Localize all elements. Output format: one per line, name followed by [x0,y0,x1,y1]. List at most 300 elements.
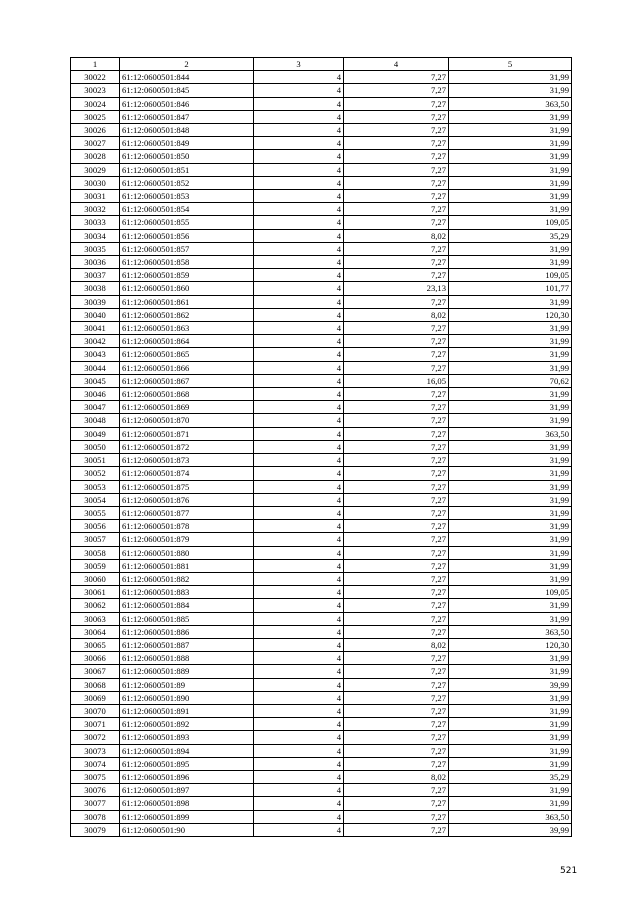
cadastral-number-cell: 61:12:0600501:866 [120,361,254,374]
value-cell: 7,27 [344,586,449,599]
amount-cell: 31,99 [449,110,572,123]
table-row [71,546,572,559]
row-number-cell: 30041 [71,322,120,335]
amount-cell: 31,99 [449,163,572,176]
row-number-cell: 30036 [71,256,120,269]
group-cell: 4 [254,229,344,242]
group-cell: 4 [254,97,344,110]
group-cell: 4 [254,533,344,546]
amount-cell: 70,62 [449,374,572,387]
cadastral-number-cell: 61:12:0600501:863 [120,322,254,335]
value-cell: 7,27 [344,97,449,110]
row-number-cell: 30037 [71,269,120,282]
table-row [71,427,572,440]
value-cell: 7,27 [344,71,449,84]
group-cell: 4 [254,612,344,625]
header-cell-3: 3 [254,58,344,71]
cadastral-number-cell: 61:12:0600501:851 [120,163,254,176]
value-cell: 16,05 [344,374,449,387]
table-row [71,150,572,163]
amount-cell: 363,50 [449,427,572,440]
table-row [71,84,572,97]
amount-cell: 31,99 [449,731,572,744]
cadastral-number-cell: 61:12:0600501:862 [120,308,254,321]
amount-cell: 31,99 [449,704,572,717]
value-cell: 8,02 [344,229,449,242]
table-row [71,612,572,625]
table-row [71,414,572,427]
row-number-cell: 30027 [71,137,120,150]
group-cell: 4 [254,691,344,704]
header-row [71,58,572,71]
cadastral-number-cell: 61:12:0600501:877 [120,506,254,519]
table-row [71,229,572,242]
cadastral-number-cell: 61:12:0600501:857 [120,242,254,255]
group-cell: 4 [254,308,344,321]
value-cell: 7,27 [344,84,449,97]
group-cell: 4 [254,731,344,744]
value-cell: 7,27 [344,454,449,467]
table-row [71,176,572,189]
table-row [71,256,572,269]
value-cell: 7,27 [344,559,449,572]
cadastral-number-cell: 61:12:0600501:887 [120,638,254,651]
value-cell: 7,27 [344,480,449,493]
value-cell: 7,27 [344,757,449,770]
row-number-cell: 30048 [71,414,120,427]
cadastral-number-cell: 61:12:0600501:856 [120,229,254,242]
amount-cell: 39,99 [449,823,572,836]
amount-cell: 31,99 [449,784,572,797]
row-number-cell: 30034 [71,229,120,242]
table-row [71,97,572,110]
value-cell: 7,27 [344,163,449,176]
row-number-cell: 30032 [71,203,120,216]
cadastral-number-cell: 61:12:0600501:886 [120,625,254,638]
group-cell: 4 [254,348,344,361]
amount-cell: 31,99 [449,414,572,427]
group-cell: 4 [254,784,344,797]
cadastral-number-cell: 61:12:0600501:871 [120,427,254,440]
cadastral-number-cell: 61:12:0600501:898 [120,797,254,810]
row-number-cell: 30024 [71,97,120,110]
value-cell: 7,27 [344,520,449,533]
cadastral-number-cell: 61:12:0600501:892 [120,718,254,731]
group-cell: 4 [254,190,344,203]
row-number-cell: 30071 [71,718,120,731]
amount-cell: 31,99 [449,388,572,401]
row-number-cell: 30060 [71,572,120,585]
value-cell: 7,27 [344,625,449,638]
row-number-cell: 30047 [71,401,120,414]
amount-cell: 31,99 [449,718,572,731]
row-number-cell: 30046 [71,388,120,401]
row-number-cell: 30050 [71,440,120,453]
amount-cell: 120,30 [449,308,572,321]
group-cell: 4 [254,480,344,493]
header-cell-4: 4 [344,58,449,71]
table-row [71,493,572,506]
group-cell: 4 [254,163,344,176]
value-cell: 7,27 [344,652,449,665]
amount-cell: 31,99 [449,520,572,533]
cadastral-number-cell: 61:12:0600501:890 [120,691,254,704]
cadastral-number-cell: 61:12:0600501:882 [120,572,254,585]
amount-cell: 31,99 [449,322,572,335]
row-number-cell: 30058 [71,546,120,559]
page-number: 521 [560,866,578,876]
cadastral-number-cell: 61:12:0600501:878 [120,520,254,533]
amount-cell: 31,99 [449,559,572,572]
table-row [71,797,572,810]
amount-cell: 109,05 [449,586,572,599]
row-number-cell: 30059 [71,559,120,572]
cadastral-number-cell: 61:12:0600501:885 [120,612,254,625]
group-cell: 4 [254,269,344,282]
group-cell: 4 [254,678,344,691]
row-number-cell: 30051 [71,454,120,467]
table-row [71,718,572,731]
value-cell: 7,27 [344,546,449,559]
row-number-cell: 30023 [71,84,120,97]
value-cell: 7,27 [344,361,449,374]
value-cell: 7,27 [344,176,449,189]
cadastral-number-cell: 61:12:0600501:873 [120,454,254,467]
cadastral-number-cell: 61:12:0600501:880 [120,546,254,559]
cadastral-number-cell: 61:12:0600501:858 [120,256,254,269]
table-row [71,137,572,150]
amount-cell: 31,99 [449,348,572,361]
group-cell: 4 [254,797,344,810]
table-row [71,110,572,123]
cadastral-number-cell: 61:12:0600501:868 [120,388,254,401]
group-cell: 4 [254,625,344,638]
amount-cell: 31,99 [449,506,572,519]
table-row [71,652,572,665]
amount-cell: 31,99 [449,467,572,480]
cadastral-number-cell: 61:12:0600501:89 [120,678,254,691]
row-number-cell: 30054 [71,493,120,506]
value-cell: 7,27 [344,678,449,691]
value-cell: 7,27 [344,427,449,440]
table-row [71,744,572,757]
amount-cell: 363,50 [449,810,572,823]
row-number-cell: 30038 [71,282,120,295]
cadastral-number-cell: 61:12:0600501:888 [120,652,254,665]
amount-cell: 31,99 [449,71,572,84]
value-cell: 7,27 [344,401,449,414]
value-cell: 7,27 [344,467,449,480]
group-cell: 4 [254,176,344,189]
table-row [71,401,572,414]
table-row [71,784,572,797]
table-row [71,242,572,255]
value-cell: 7,27 [344,203,449,216]
amount-cell: 31,99 [449,440,572,453]
amount-cell: 31,99 [449,599,572,612]
value-cell: 7,27 [344,110,449,123]
cadastral-number-cell: 61:12:0600501:897 [120,784,254,797]
value-cell: 7,27 [344,150,449,163]
cadastral-number-cell: 61:12:0600501:861 [120,295,254,308]
table-row [71,678,572,691]
amount-cell: 31,99 [449,757,572,770]
value-cell: 7,27 [344,269,449,282]
amount-cell: 31,99 [449,454,572,467]
row-number-cell: 30075 [71,770,120,783]
value-cell: 7,27 [344,440,449,453]
cadastral-number-cell: 61:12:0600501:869 [120,401,254,414]
row-number-cell: 30053 [71,480,120,493]
row-number-cell: 30031 [71,190,120,203]
group-cell: 4 [254,559,344,572]
table-row [71,269,572,282]
row-number-cell: 30077 [71,797,120,810]
table-row [71,586,572,599]
group-cell: 4 [254,216,344,229]
table-row [71,203,572,216]
value-cell: 7,27 [344,533,449,546]
amount-cell: 363,50 [449,625,572,638]
amount-cell: 31,99 [449,84,572,97]
value-cell: 8,02 [344,770,449,783]
cadastral-number-cell: 61:12:0600501:864 [120,335,254,348]
amount-cell: 31,99 [449,480,572,493]
cadastral-number-cell: 61:12:0600501:860 [120,282,254,295]
table-row [71,374,572,387]
row-number-cell: 30025 [71,110,120,123]
table-row [71,467,572,480]
row-number-cell: 30063 [71,612,120,625]
cadastral-number-cell: 61:12:0600501:899 [120,810,254,823]
cadastral-number-cell: 61:12:0600501:894 [120,744,254,757]
value-cell: 7,27 [344,124,449,137]
value-cell: 7,27 [344,242,449,255]
row-number-cell: 30044 [71,361,120,374]
group-cell: 4 [254,744,344,757]
group-cell: 4 [254,361,344,374]
row-number-cell: 30067 [71,665,120,678]
row-number-cell: 30055 [71,506,120,519]
value-cell: 7,27 [344,665,449,678]
amount-cell: 31,99 [449,176,572,189]
table-row [71,599,572,612]
amount-cell: 31,99 [449,691,572,704]
row-number-cell: 30057 [71,533,120,546]
table-row [71,335,572,348]
amount-cell: 31,99 [449,744,572,757]
amount-cell: 31,99 [449,665,572,678]
group-cell: 4 [254,374,344,387]
cadastral-number-cell: 61:12:0600501:859 [120,269,254,282]
cadastral-number-cell: 61:12:0600501:889 [120,665,254,678]
cadastral-number-cell: 61:12:0600501:846 [120,97,254,110]
cadastral-number-cell: 61:12:0600501:881 [120,559,254,572]
table-row [71,572,572,585]
cadastral-number-cell: 61:12:0600501:855 [120,216,254,229]
value-cell: 7,27 [344,704,449,717]
value-cell: 7,27 [344,718,449,731]
value-cell: 7,27 [344,572,449,585]
cadastral-number-cell: 61:12:0600501:854 [120,203,254,216]
amount-cell: 31,99 [449,242,572,255]
table-row [71,691,572,704]
cadastral-number-cell: 61:12:0600501:884 [120,599,254,612]
table-row [71,757,572,770]
group-cell: 4 [254,282,344,295]
value-cell: 23,13 [344,282,449,295]
group-cell: 4 [254,572,344,585]
cadastral-number-cell: 61:12:0600501:90 [120,823,254,836]
value-cell: 7,27 [344,414,449,427]
row-number-cell: 30069 [71,691,120,704]
cadastral-number-cell: 61:12:0600501:875 [120,480,254,493]
table-row [71,454,572,467]
row-number-cell: 30029 [71,163,120,176]
group-cell: 4 [254,335,344,348]
amount-cell: 109,05 [449,269,572,282]
cadastral-number-cell: 61:12:0600501:896 [120,770,254,783]
table-row [71,823,572,836]
value-cell: 7,27 [344,256,449,269]
cadastral-number-cell: 61:12:0600501:849 [120,137,254,150]
group-cell: 4 [254,137,344,150]
value-cell: 7,27 [344,348,449,361]
table-row [71,625,572,638]
value-cell: 7,27 [344,784,449,797]
group-cell: 4 [254,586,344,599]
row-number-cell: 30033 [71,216,120,229]
row-number-cell: 30022 [71,71,120,84]
group-cell: 4 [254,546,344,559]
value-cell: 7,27 [344,335,449,348]
group-cell: 4 [254,810,344,823]
row-number-cell: 30042 [71,335,120,348]
cadastral-number-cell: 61:12:0600501:844 [120,71,254,84]
group-cell: 4 [254,388,344,401]
value-cell: 8,02 [344,308,449,321]
group-cell: 4 [254,203,344,216]
group-cell: 4 [254,242,344,255]
value-cell: 7,27 [344,388,449,401]
table-row [71,559,572,572]
table-row [71,124,572,137]
row-number-cell: 30061 [71,586,120,599]
group-cell: 4 [254,467,344,480]
group-cell: 4 [254,84,344,97]
cadastral-number-cell: 61:12:0600501:891 [120,704,254,717]
row-number-cell: 30070 [71,704,120,717]
row-number-cell: 30039 [71,295,120,308]
amount-cell: 31,99 [449,652,572,665]
value-cell: 7,27 [344,137,449,150]
amount-cell: 31,99 [449,124,572,137]
group-cell: 4 [254,71,344,84]
amount-cell: 31,99 [449,493,572,506]
amount-cell: 35,29 [449,770,572,783]
table-row [71,440,572,453]
amount-cell: 31,99 [449,572,572,585]
amount-cell: 31,99 [449,335,572,348]
table-row [71,810,572,823]
amount-cell: 31,99 [449,546,572,559]
group-cell: 4 [254,493,344,506]
table-row [71,361,572,374]
group-cell: 4 [254,295,344,308]
row-number-cell: 30035 [71,242,120,255]
table-row [71,704,572,717]
amount-cell: 31,99 [449,533,572,546]
cadastral-number-cell: 61:12:0600501:852 [120,176,254,189]
group-cell: 4 [254,427,344,440]
amount-cell: 101,77 [449,282,572,295]
cadastral-number-cell: 61:12:0600501:879 [120,533,254,546]
table-row [71,533,572,546]
value-cell: 7,27 [344,744,449,757]
amount-cell: 31,99 [449,612,572,625]
group-cell: 4 [254,704,344,717]
header-cell-1: 1 [71,58,120,71]
cadastral-number-cell: 61:12:0600501:874 [120,467,254,480]
cadastral-number-cell: 61:12:0600501:853 [120,190,254,203]
table-row [71,348,572,361]
amount-cell: 31,99 [449,401,572,414]
amount-cell: 120,30 [449,638,572,651]
group-cell: 4 [254,440,344,453]
cadastral-number-cell: 61:12:0600501:865 [120,348,254,361]
value-cell: 8,02 [344,638,449,651]
table-row [71,163,572,176]
cadastral-number-cell: 61:12:0600501:895 [120,757,254,770]
row-number-cell: 30030 [71,176,120,189]
group-cell: 4 [254,414,344,427]
table-row [71,308,572,321]
cadastral-number-cell: 61:12:0600501:850 [120,150,254,163]
group-cell: 4 [254,665,344,678]
cadastral-number-cell: 61:12:0600501:847 [120,110,254,123]
table-row [71,731,572,744]
group-cell: 4 [254,718,344,731]
row-number-cell: 30072 [71,731,120,744]
group-cell: 4 [254,124,344,137]
group-cell: 4 [254,110,344,123]
group-cell: 4 [254,520,344,533]
row-number-cell: 30049 [71,427,120,440]
group-cell: 4 [254,823,344,836]
row-number-cell: 30066 [71,652,120,665]
row-number-cell: 30045 [71,374,120,387]
group-cell: 4 [254,150,344,163]
table-body [71,71,572,837]
value-cell: 7,27 [344,190,449,203]
row-number-cell: 30078 [71,810,120,823]
row-number-cell: 30056 [71,520,120,533]
value-cell: 7,27 [344,493,449,506]
table-row [71,295,572,308]
group-cell: 4 [254,256,344,269]
amount-cell: 109,05 [449,216,572,229]
row-number-cell: 30074 [71,757,120,770]
row-number-cell: 30073 [71,744,120,757]
table-row [71,282,572,295]
group-cell: 4 [254,401,344,414]
row-number-cell: 30026 [71,124,120,137]
amount-cell: 31,99 [449,190,572,203]
cadastral-number-cell: 61:12:0600501:893 [120,731,254,744]
row-number-cell: 30079 [71,823,120,836]
value-cell: 7,27 [344,810,449,823]
table-row [71,190,572,203]
